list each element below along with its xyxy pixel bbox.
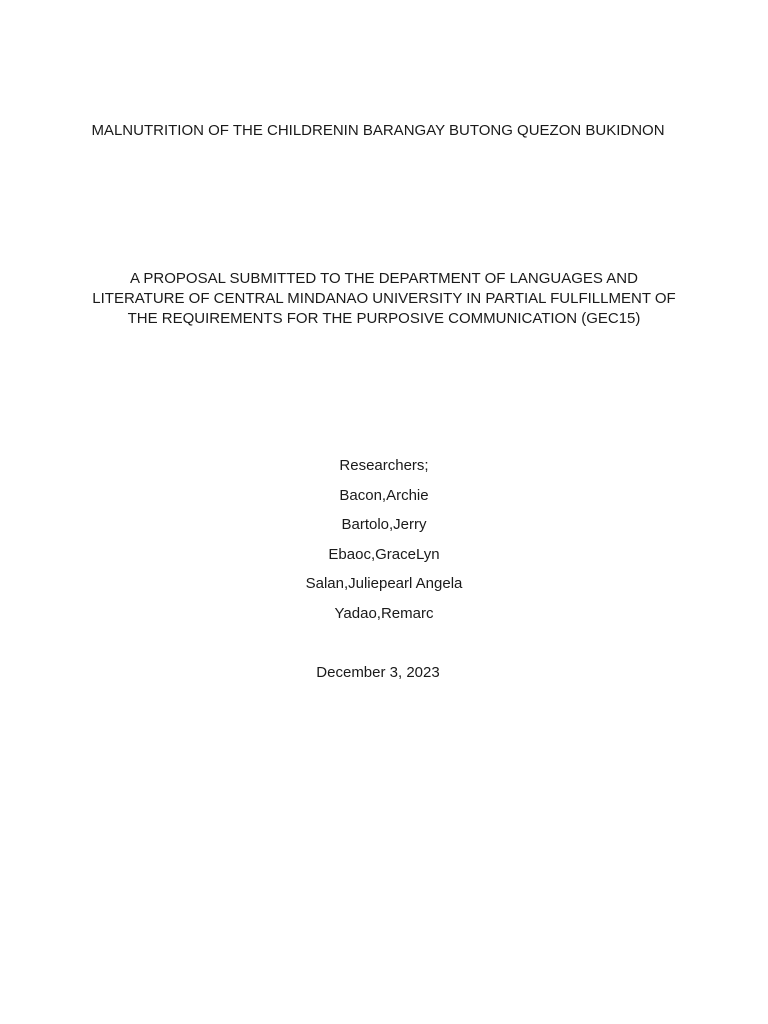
researchers-list xyxy=(0,456,768,634)
researcher-name: Bacon,Archie xyxy=(339,486,429,504)
proposal-line: THE REQUIREMENTS FOR THE PURPOSIVE COMMUNICATION (GEC15) xyxy=(127,310,641,327)
researcher-name: Yadao,Remarc xyxy=(334,604,434,622)
researcher-name: Salan,Juliepearl Angela xyxy=(305,575,463,593)
submission-date: December 3, 2023 xyxy=(316,664,440,681)
researcher-name: Ebaoc,GraceLyn xyxy=(328,545,440,563)
proposal-line: A PROPOSAL SUBMITTED TO THE DEPARTMENT OF LANGUAGES AND xyxy=(130,270,638,287)
proposal-statement xyxy=(84,269,684,329)
document-title: MALNUTRITION OF THE CHILDRENIN BARANGAY BUTONG QUEZON BUKIDNON xyxy=(91,122,665,139)
researcher-name: Bartolo,Jerry xyxy=(341,516,427,534)
researchers-heading: Researchers; xyxy=(339,457,429,474)
proposal-line: LITERATURE OF CENTRAL MINDANAO UNIVERSITY IN PARTIAL FULFILLMENT OF xyxy=(92,290,676,307)
